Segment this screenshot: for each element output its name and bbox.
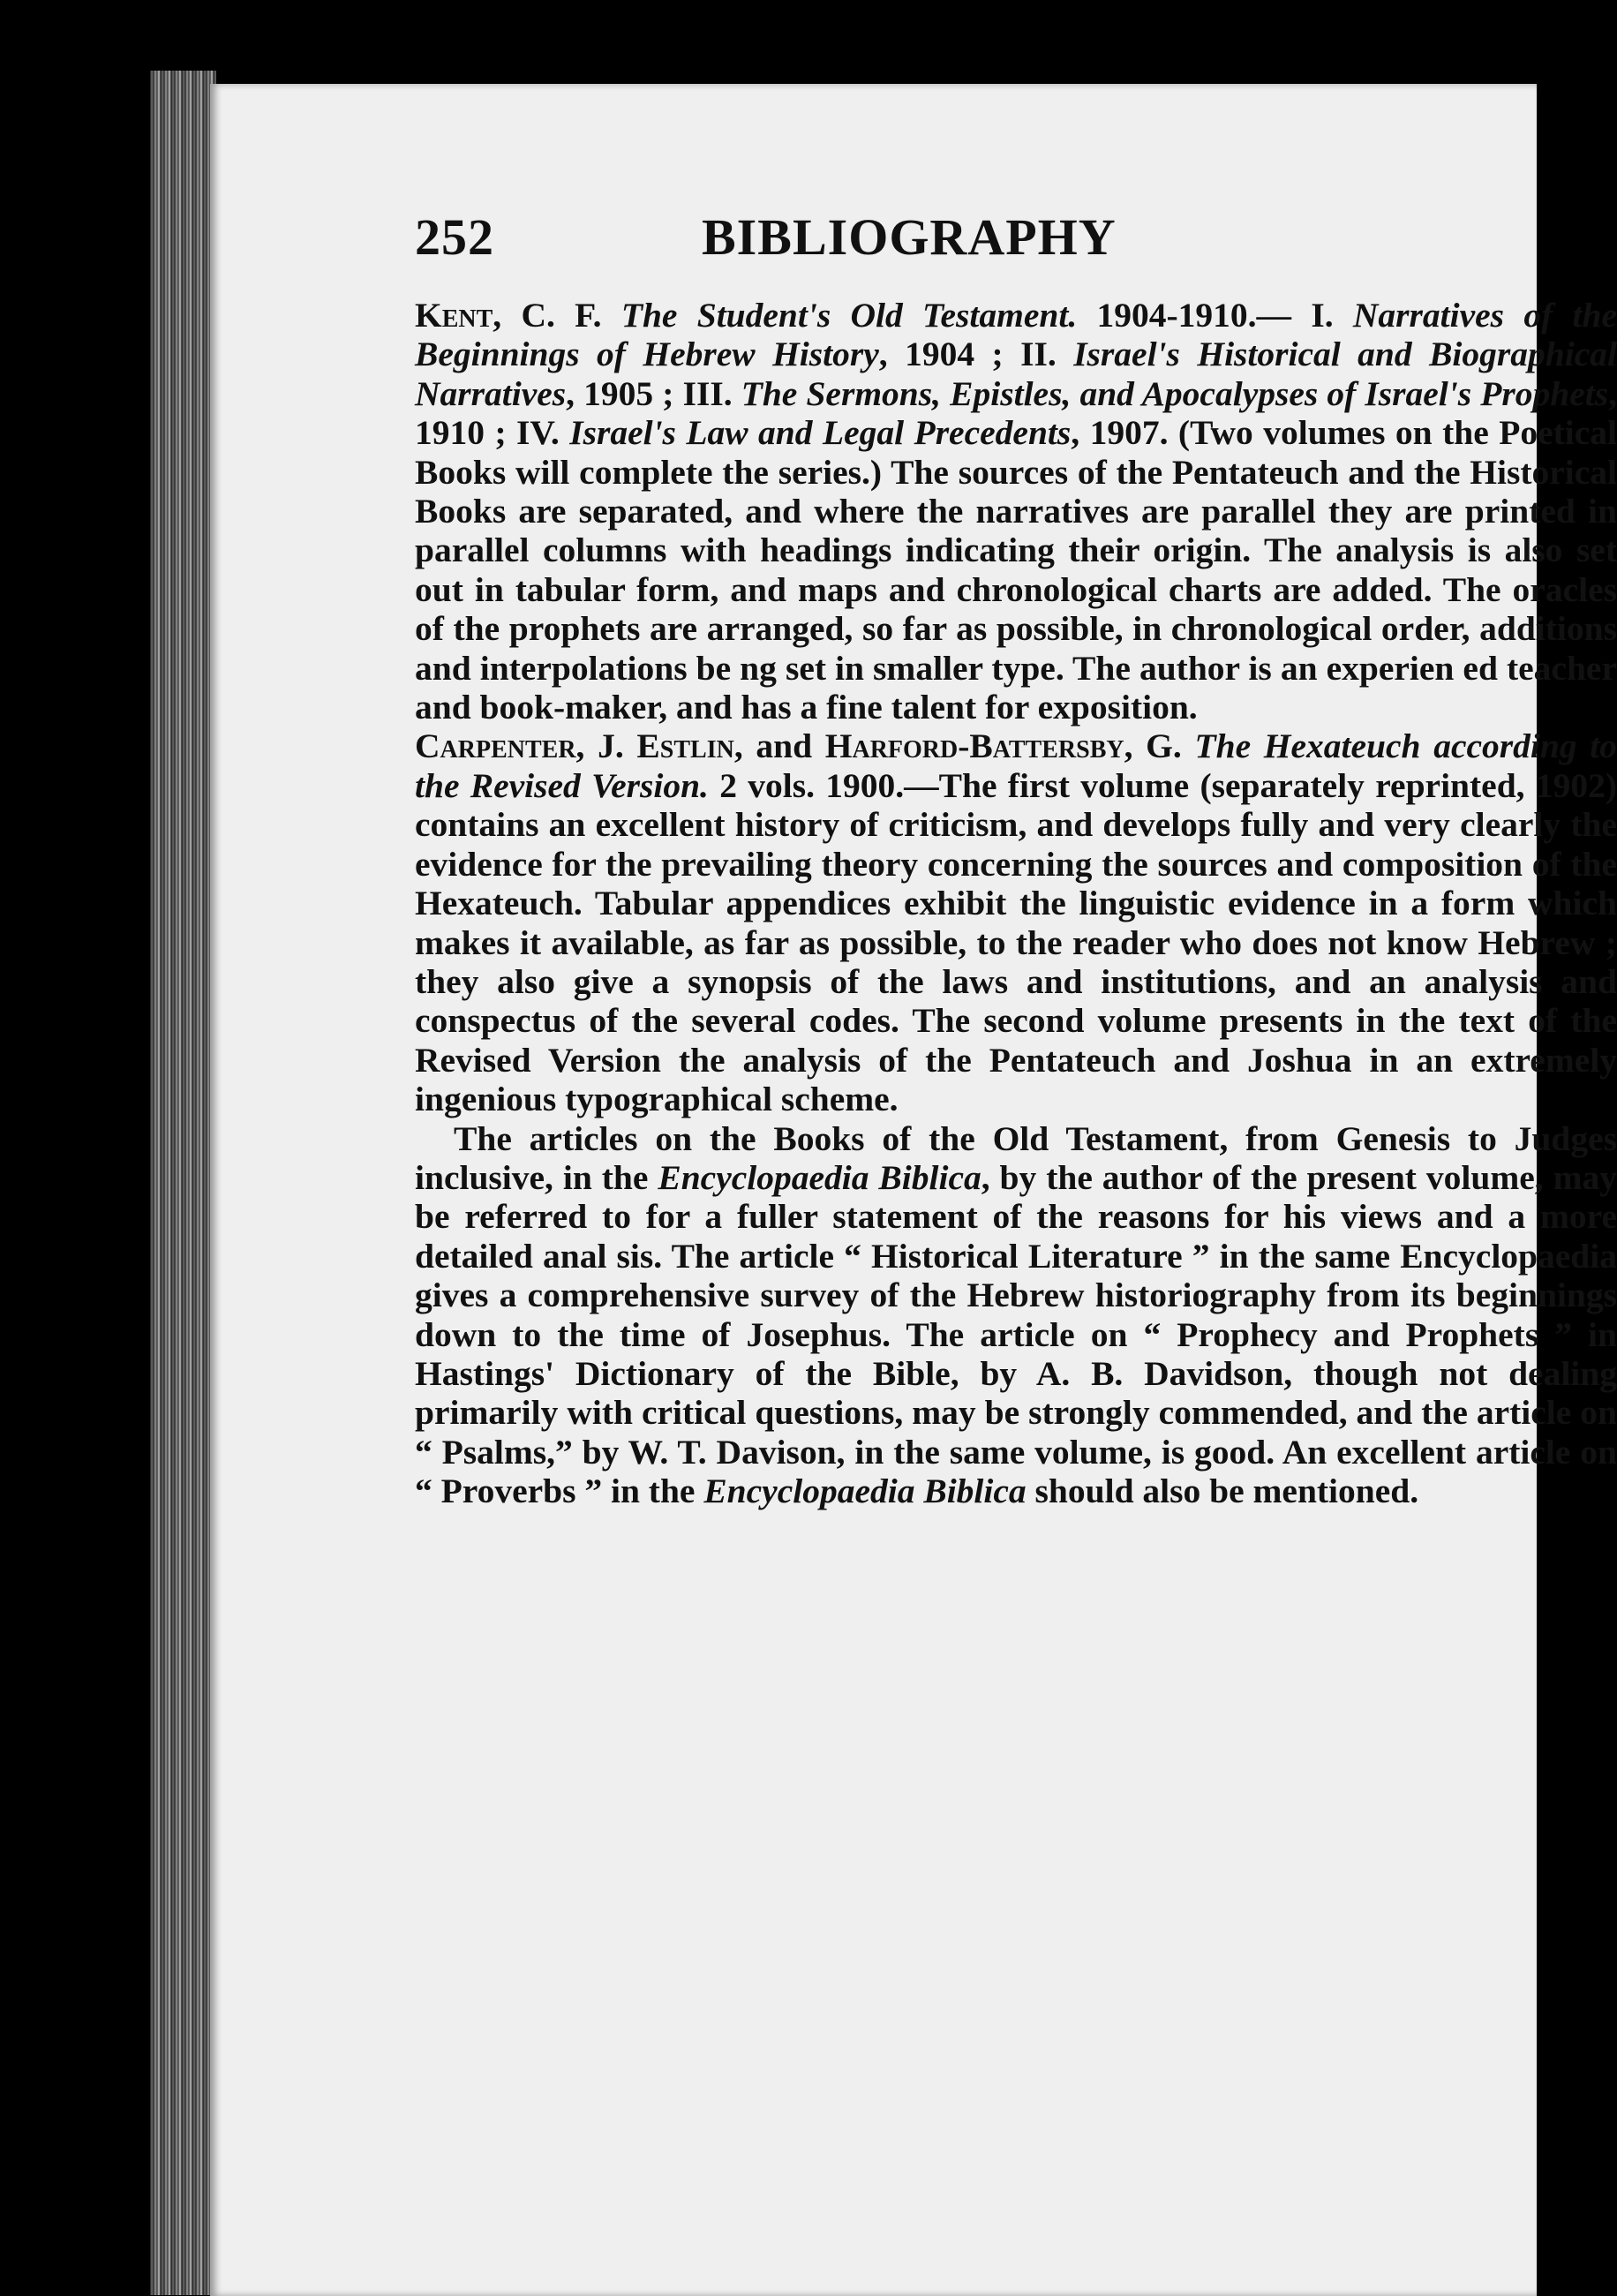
page-number: 252: [415, 208, 494, 266]
running-head: [415, 207, 1617, 296]
text-run: , J.: [575, 726, 637, 766]
bibliography-entry-carpenter: [415, 726, 1617, 1118]
text-run: The articles on the Books of the Old Testament, from Genesis to Judges inclusive, in the: [415, 1118, 1617, 1197]
text-run: , by the author of the present volume, may be referred to for a fuller statement of the reasons for his views and a more detailed anal sis. The article “ Historical Literature ” in the same Encyclopaedia gives a comprehensive survey of the Hebrew historiography from its beginnings down to the time of Josephus. The article on “ Prophecy and Prophets ” in Hastings' Dictionary of the Bible, by A. B. Davidson, though not dealing primarily with critical questions, may be strongly commended, and the article on “ Psalms,” by W. T. Davison, in the same volume, is good. An excellent article on “ Proverbs ” in the: [415, 1157, 1617, 1511]
text-run: , C. F.: [493, 296, 621, 335]
text-run: , 1905 ; III.: [566, 373, 741, 413]
text-run: , 1907. (Two volumes on the Poetical Books will complete the series.) The sources of the Pentateuch and the Historical Books are separated, and where the narratives are parallel they are printed in parallel columns with headings indicating their origin. The analysis is also set out in tabular form, and maps and chronological charts are added. The oracles of the prophets are arranged, so far as possible, in chronological order, additions and interpolations be ng set in smaller type. The author is an experien ed teacher and book-maker, and has a fine talent for exposition.: [415, 413, 1617, 727]
italic-title-run: Encyclopaedia Biblica: [703, 1472, 1027, 1511]
text-run: , and: [733, 726, 825, 766]
running-title: BIBLIOGRAPHY: [702, 208, 1117, 266]
italic-title-run: The Hexateuch according to the Revised Version.: [415, 726, 1617, 805]
italic-title-run: Israel's Law and Legal Precedents: [569, 413, 1072, 453]
page-content: [415, 207, 1617, 1511]
italic-title-run: Israel's Historical and Biographical Narratives: [415, 335, 1617, 413]
page-edges: [150, 71, 216, 2295]
text-run: , G.: [1124, 726, 1195, 766]
bibliography-entry-kent: [415, 296, 1617, 726]
author-name-run: Carpenter: [415, 726, 576, 766]
author-name-run: Harford-Battersby: [824, 726, 1124, 766]
book-page: [210, 84, 1617, 2296]
author-name-run: Kent: [415, 296, 493, 335]
text-run: 2 vols. 1900.—The first volume (separately reprinted, 1902) contains an excellent history of criticism, and develops fully and very clearly the evidence for the prevailing theory concerning the sources and composition of the Hexateuch. Tabular appendices exhibit the linguistic evidence in a form which makes it available, as far as possible, to the reader who does not know Hebrew ; they also give a synopsis of the laws and institutions, and an analysis and conspectus of the several codes. The second volume presents in the text of the Revised Version the analysis of the Pentateuch and Joshua in an extremely ingenious typographical scheme.: [415, 765, 1617, 1119]
text-run: 1904-1910.— I.: [1077, 296, 1353, 335]
italic-title-run: Encyclopaedia Biblica: [658, 1157, 981, 1197]
italic-title-run: The Student's Old Testament.: [620, 296, 1078, 335]
author-name-run: Estlin: [636, 726, 734, 766]
closing-paragraph: [415, 1119, 1617, 1511]
text-run: , 1904 ; II.: [878, 335, 1074, 374]
text-run: should also be mentioned.: [1026, 1472, 1419, 1511]
text-run: , 1910 ; IV.: [415, 373, 1617, 453]
italic-title-run: Narratives of the Beginnings of Hebrew History: [415, 296, 1617, 374]
italic-title-run: The Sermons, Epistles, and Apocalypses of Israel's Prophets: [741, 373, 1609, 413]
